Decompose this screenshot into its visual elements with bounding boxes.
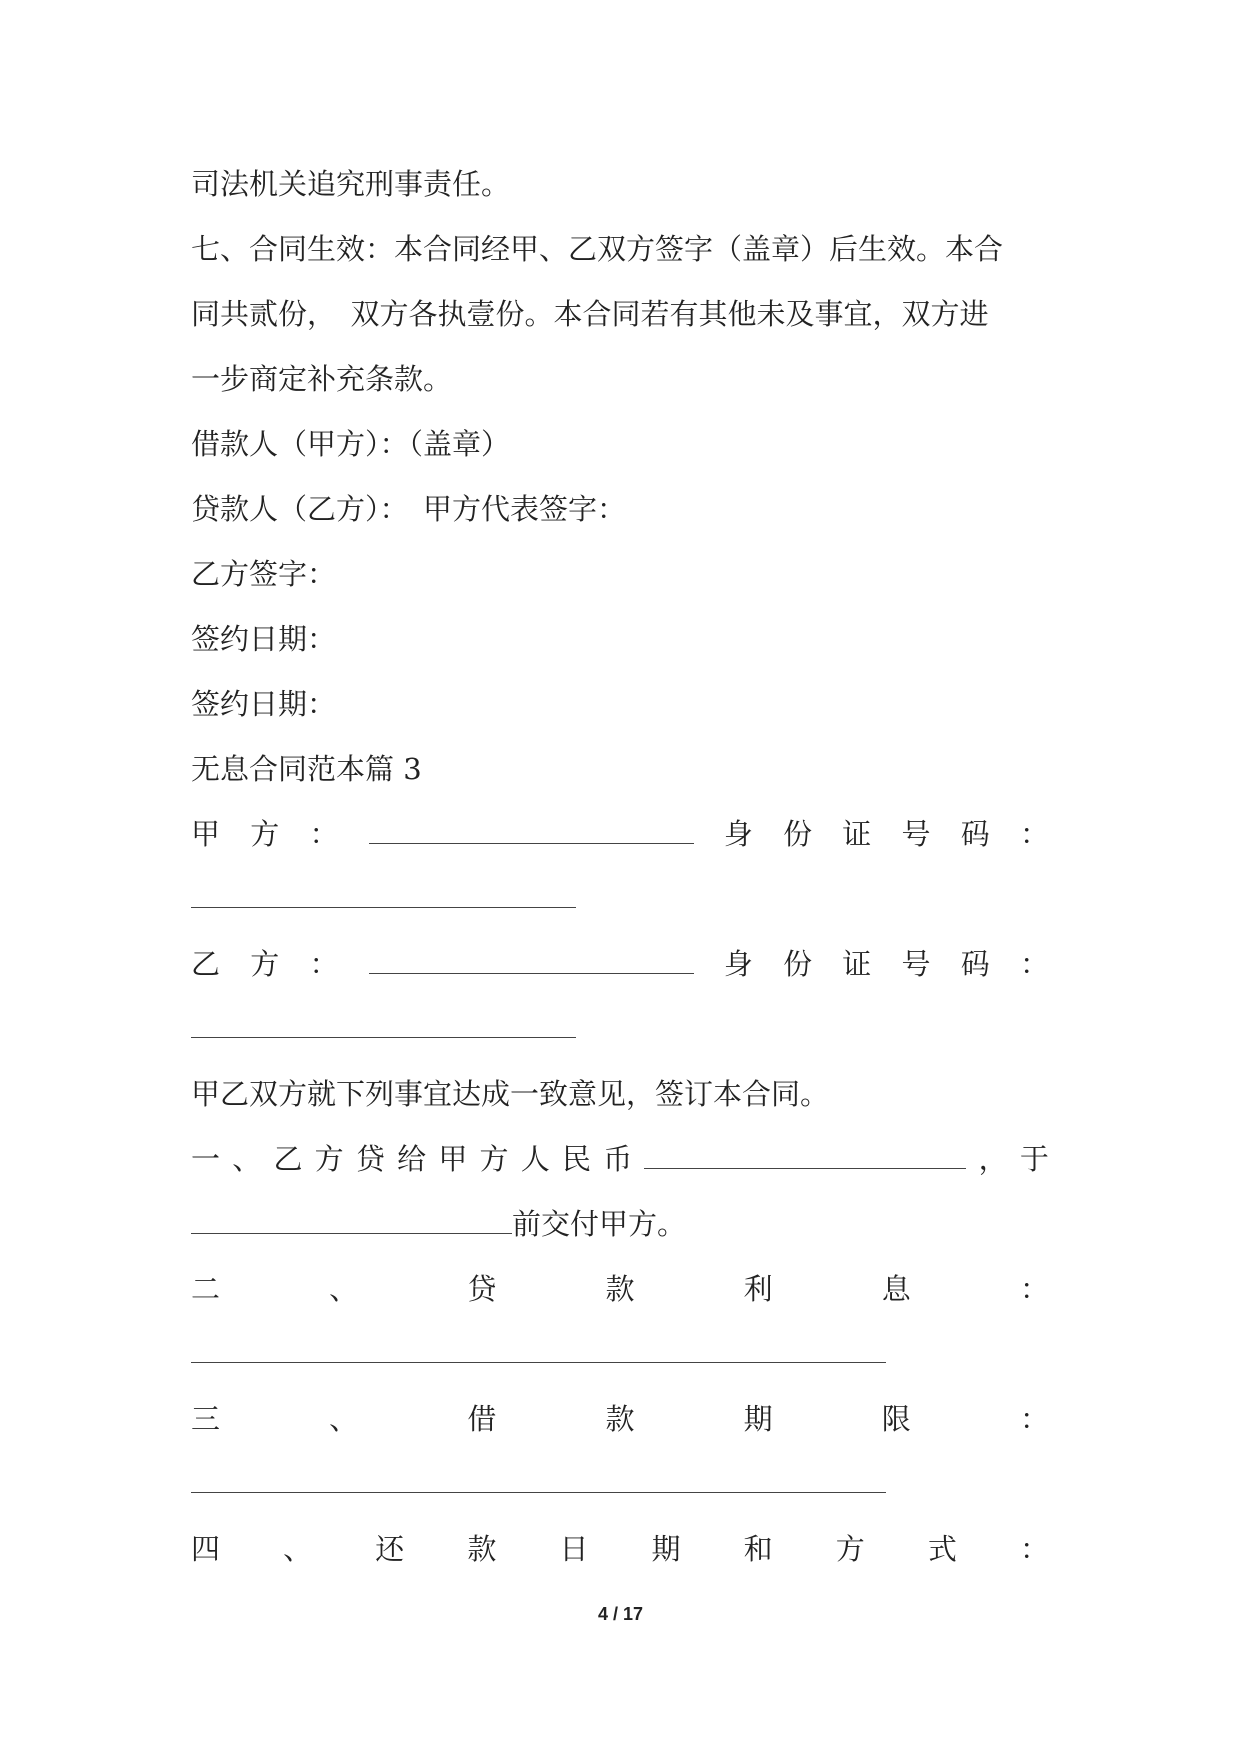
char: 借: [467, 1402, 497, 1436]
item-2-line: [191, 1269, 1049, 1309]
party-a-line: [191, 814, 1049, 854]
char: 款: [605, 1272, 635, 1306]
char: 三: [191, 1402, 221, 1436]
item-1-line: [191, 1139, 1049, 1179]
item-4-line: [191, 1529, 1049, 1569]
char: 人: [520, 1142, 550, 1176]
char: 、: [283, 1532, 313, 1566]
text-line: 司法机关追究刑事责任。: [191, 167, 511, 201]
party-b-line: [191, 944, 1049, 984]
char: 、: [329, 1272, 359, 1306]
text-line: 同共贰份， 双方各执壹份。本合同若有其他未及事宜，双方进: [191, 297, 989, 331]
text: 前交付甲方。: [512, 1207, 687, 1241]
char: 号: [901, 947, 931, 981]
text-line: 七、合同生效：本合同经甲、乙双方签字（盖章）后生效。本合: [191, 232, 1004, 266]
amount-blank: [644, 1142, 966, 1169]
char: 期: [743, 1402, 773, 1436]
char: 一: [191, 1142, 221, 1176]
party-b-signature-line: 乙方签字：: [191, 557, 337, 591]
char: 于: [1019, 1142, 1049, 1176]
char: 款: [467, 1532, 497, 1566]
char: 二: [191, 1272, 221, 1306]
char: 、: [329, 1402, 359, 1436]
char: ：: [1019, 1402, 1049, 1436]
char: 和: [743, 1532, 773, 1566]
party-a-id-blank: [191, 907, 576, 908]
char: 证: [842, 947, 872, 981]
lender-line: 贷款人（乙方）： 甲方代表签字：: [191, 492, 627, 526]
text-line: 一步商定补充条款。: [191, 362, 453, 396]
char: 号: [901, 817, 931, 851]
char: 币: [603, 1142, 633, 1176]
loan-term-blank: [191, 1492, 886, 1493]
char: 码: [960, 817, 990, 851]
char: 四: [191, 1532, 221, 1566]
char: ，: [978, 1142, 1008, 1176]
party-a-name-blank: [369, 817, 694, 844]
char: 甲: [438, 1142, 468, 1176]
char: 方: [250, 817, 280, 851]
char: 期: [651, 1532, 681, 1566]
char: 身: [723, 817, 753, 851]
agreement-intro: 甲乙双方就下列事宜达成一致意见，签订本合同。: [191, 1077, 830, 1111]
char: ：: [1019, 1532, 1049, 1566]
char: 乙: [191, 947, 221, 981]
char: ：: [1019, 1272, 1049, 1306]
char: 式: [927, 1532, 957, 1566]
char: 方: [250, 947, 280, 981]
item-1-continued: [191, 1204, 686, 1244]
char: 贷: [467, 1272, 497, 1306]
char: 息: [881, 1272, 911, 1306]
sign-date-line: 签约日期：: [191, 622, 337, 656]
char: 方: [479, 1142, 509, 1176]
party-b-name-blank: [369, 947, 694, 974]
char: 方: [835, 1532, 865, 1566]
char: 给: [397, 1142, 427, 1176]
char: ：: [309, 817, 339, 851]
char: ：: [1019, 947, 1049, 981]
item-3-line: [191, 1399, 1049, 1439]
char: ：: [1019, 817, 1049, 851]
char: 甲: [191, 817, 221, 851]
char: 份: [783, 817, 813, 851]
char: 份: [783, 947, 813, 981]
delivery-date-blank: [191, 1207, 512, 1234]
char: 码: [960, 947, 990, 981]
char: 利: [743, 1272, 773, 1306]
page-number: 4 / 17: [597, 1604, 644, 1624]
char: 民: [561, 1142, 591, 1176]
section-title: 无息合同范本篇 3: [191, 752, 422, 786]
char: 、: [232, 1142, 262, 1176]
char: ：: [309, 947, 339, 981]
char: 方: [314, 1142, 344, 1176]
char: 身: [723, 947, 753, 981]
char: 贷: [355, 1142, 385, 1176]
char: 款: [605, 1402, 635, 1436]
char: 乙: [273, 1142, 303, 1176]
party-b-id-blank: [191, 1037, 576, 1038]
char: 日: [559, 1532, 589, 1566]
interest-blank: [191, 1362, 886, 1363]
char: 证: [842, 817, 872, 851]
char: 限: [881, 1402, 911, 1436]
char: 还: [375, 1532, 405, 1566]
borrower-line: 借款人（甲方）：（盖章）: [191, 427, 511, 461]
sign-date-line: 签约日期：: [191, 687, 337, 721]
